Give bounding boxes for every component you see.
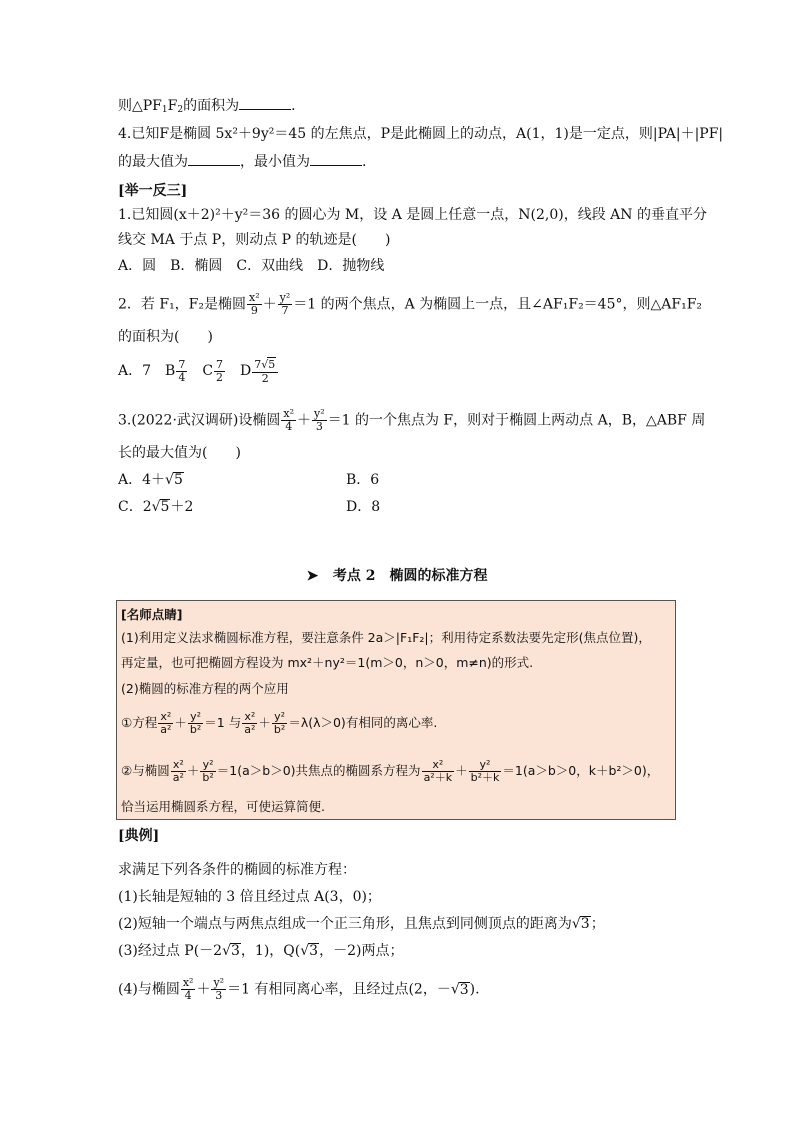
- frac-den: b²: [202, 771, 214, 784]
- area-text-3: 的面积为: [183, 98, 240, 114]
- frac-num: y²: [213, 976, 225, 989]
- arrow-icon: ➤: [306, 568, 319, 584]
- plus-sign: ＋: [455, 763, 468, 778]
- q2-text-pre: 2．若 F₁，F₂是椭圆: [118, 296, 247, 313]
- p4-pre: (4)与椭圆: [118, 981, 180, 998]
- frac-den: a²＋k: [423, 771, 453, 784]
- q2-option-d: D: [240, 363, 252, 379]
- plus-sign: ＋: [297, 412, 311, 429]
- area-text-2: F: [167, 98, 178, 114]
- q3-option-d: D．8: [346, 499, 381, 515]
- p2-post: ；: [590, 916, 605, 932]
- subscript: 2: [177, 105, 184, 115]
- q3-option-a-text: A．4＋: [118, 472, 166, 488]
- radicand: 5: [173, 472, 183, 488]
- fraction: [181, 977, 196, 1002]
- frac-den: 4: [285, 420, 293, 433]
- tip-line-2: 再定量，也可把椭圆方程设为 mx²＋ny²＝1(m＞0，n＞0，m≠n)的形式.: [121, 655, 534, 670]
- frac-num: x²: [182, 976, 194, 989]
- p3-a: (3)经过点 P(－2: [118, 943, 223, 959]
- frac-num: y²: [469, 759, 502, 772]
- frac-den: 4: [184, 989, 192, 1002]
- frac-num: y²: [188, 711, 203, 724]
- q3-option-a: A．4＋√5: [118, 472, 183, 488]
- frac-num: x²: [171, 759, 186, 772]
- q3-text-post: ＝1 的一个焦点为 F，则对于椭圆上两动点 A，B，△ABF 周: [327, 412, 706, 429]
- p4-post: ).: [469, 981, 480, 998]
- radicand: 3: [231, 943, 240, 959]
- question-4-line-2: [118, 151, 366, 172]
- practice-q2-line-2: 的面积为( ): [118, 329, 213, 345]
- practice-q1-options: A．圆 B．椭圆 C．双曲线 D．抛物线: [118, 258, 385, 274]
- area-text-1: 则△PF: [118, 98, 162, 114]
- fraction: [252, 357, 278, 385]
- tip-l5-post: ＝1(a＞b＞0，k＋b²＞0)，: [502, 763, 660, 778]
- frac-den: b²: [189, 723, 202, 736]
- q3-option-c-pre: C．2: [118, 499, 152, 515]
- tip-line-6: 恰当运用椭圆系方程，可使运算简便.: [121, 799, 325, 814]
- plus-sign: ＋: [174, 715, 187, 730]
- plus-sign: ＋: [186, 763, 200, 778]
- tip-l4-mid: ＝1 与: [204, 715, 242, 730]
- fraction: [158, 711, 173, 736]
- fraction: [200, 759, 215, 784]
- fraction: [247, 292, 262, 317]
- q3-option-b: B．6: [346, 472, 380, 488]
- tip-line-4: [121, 711, 437, 736]
- fraction: [278, 292, 293, 317]
- coef: 7: [254, 358, 262, 371]
- frac-den: a²: [160, 723, 172, 736]
- tip-header: [名师点睛]: [121, 607, 183, 622]
- frac-den: 7: [281, 304, 289, 317]
- example-part-4: (4)与椭圆 $\frac{\text{x²}}{4}$ ＋ $\frac{\text{y²}}{3}$ ＝1 有相同离心率，且经过点(2，－√3).: [118, 976, 480, 1002]
- practice-q1-line-1: 1.已知圆(x＋2)²＋y²＝36 的圆心为 M，设 A 是圆上任意一点，N(2,0)，线段 AN 的垂直平分: [118, 207, 707, 223]
- frac-num: x²: [249, 291, 260, 304]
- frac-den: 3: [315, 420, 323, 433]
- frac-den: b²＋k: [470, 771, 500, 784]
- fraction: [242, 711, 257, 736]
- radicand: 5: [268, 358, 276, 371]
- fraction: [214, 359, 225, 384]
- q2-text-post: ＝1 的两个焦点，A 为椭圆上一点，且∠AF₁F₂＝45°，则△AF₁F₂: [293, 296, 703, 313]
- fraction: [188, 711, 203, 736]
- tip-line-1: (1)利用定义法求椭圆标准方程，要注意条件 2a＞|F₁F₂|；利用待定系数法要先定形(焦点位置)，: [121, 630, 651, 645]
- p3-c: ，－2)两点；: [319, 943, 404, 959]
- fraction: [469, 759, 502, 784]
- frac-num: y²: [272, 711, 287, 724]
- frac-den: b²: [273, 723, 286, 736]
- fraction: [211, 977, 226, 1002]
- answer-blank-max[interactable]: [188, 151, 240, 166]
- tip-line-3: (2)椭圆的标准方程的两个应用: [121, 681, 289, 696]
- example-part-3: (3)经过点 P(－2√3，1)，Q(√3，－2)两点；: [118, 943, 404, 959]
- fraction: [272, 711, 287, 736]
- q3-text-pre: 3.(2022·武汉调研)设椭圆: [118, 412, 281, 429]
- q3-area-line: 则$\triangle PF_1F_2$的面积为 .: [118, 95, 296, 120]
- frac-den: 9: [250, 304, 258, 317]
- frac-num: y²: [314, 407, 325, 420]
- p3-b: ，1)，Q(: [240, 943, 301, 959]
- practice-q1-line-2: 线交 MA 于点 P，则动点 P 的轨迹是( ): [118, 232, 391, 248]
- frac-num: y²: [200, 759, 215, 772]
- frac-num: y²: [279, 291, 291, 304]
- tip-line-5: [121, 759, 659, 784]
- frac-den: 2: [261, 372, 269, 385]
- q2-option-b: B: [165, 363, 176, 379]
- tip-l5-mid: ＝1(a＞b＞0)共焦点的椭圆系方程为: [216, 763, 421, 778]
- practice-q2-line-1: [118, 292, 702, 317]
- frac-num: x²: [422, 759, 455, 772]
- frac-den: a²: [172, 771, 184, 784]
- practice-q3-line-2: 长的最大值为( ): [118, 445, 241, 461]
- q3-option-c-post: ＋2: [170, 499, 194, 515]
- section-title: [0, 565, 794, 585]
- fraction: [171, 759, 186, 784]
- frac-num: x²: [283, 407, 294, 420]
- plus-sign: ＋: [258, 715, 271, 730]
- fraction: [422, 759, 455, 784]
- question-4-line-1: 4.已知F是椭圆 5x²＋9y²＝45 的左焦点，P是此椭圆上的动点，A(1，1)是一定点，则|PA|＋|PF|: [118, 126, 724, 142]
- tip-l4-post: ＝λ(λ＞0)有相同的离心率.: [288, 715, 438, 730]
- example-intro: 求满足下列各条件的椭圆的标准方程：: [118, 862, 356, 878]
- frac-den: 2: [216, 370, 224, 384]
- section-title-text: 考点 2 椭圆的标准方程: [332, 568, 488, 584]
- frac-num: 7√5: [252, 357, 278, 373]
- frac-num: x²: [158, 711, 173, 724]
- fraction: [176, 359, 187, 384]
- plus-sign: ＋: [262, 296, 277, 313]
- min-label: ，最小值为: [240, 154, 310, 170]
- p4-mid: ＝1 有相同离心率，且经过点(2，－: [227, 981, 451, 998]
- radicand: 3: [309, 943, 319, 959]
- fraction: [281, 408, 296, 433]
- radicand: 3: [459, 981, 469, 998]
- example-part-2: (2)短轴一个端点与两焦点组成一个正三角形，且焦点到同侧顶点的距离为√3；: [118, 916, 605, 932]
- frac-den: a²: [244, 723, 256, 736]
- tip-l4-pre: ①方程: [121, 715, 158, 730]
- example-header: [典例]: [118, 828, 160, 844]
- frac-num: x²: [242, 711, 257, 724]
- plus-sign: ＋: [196, 981, 211, 998]
- fraction: [312, 408, 327, 433]
- tip-l5-pre: ②与椭圆: [121, 763, 170, 778]
- frac-num: 7: [216, 357, 224, 371]
- q2-option-a: A．7: [118, 363, 152, 379]
- q3-option-c: C．2√5＋2: [118, 499, 194, 515]
- period: .: [362, 154, 367, 170]
- subscript: 1: [161, 105, 168, 115]
- frac-den: 3: [215, 989, 223, 1002]
- q2-option-c: C: [202, 363, 214, 379]
- frac-num: 7: [178, 357, 186, 371]
- radicand: 5: [160, 499, 170, 515]
- frac-den: 4: [178, 370, 186, 384]
- max-label: 的最大值为: [118, 154, 188, 170]
- answer-blank[interactable]: [239, 95, 291, 110]
- tip-box: [116, 600, 676, 820]
- practice-header: [举一反三]: [118, 183, 188, 199]
- practice-q3-line-1: [118, 408, 705, 433]
- answer-blank-min[interactable]: [310, 151, 362, 166]
- example-part-1: (1)长轴是短轴的 3 倍且经过点 A(3，0)；: [118, 889, 381, 905]
- practice-q2-options: [118, 357, 279, 385]
- p2-pre: (2)短轴一个端点与两焦点组成一个正三角形，且焦点到同侧顶点的距离为: [118, 916, 572, 932]
- radicand: 3: [580, 916, 590, 932]
